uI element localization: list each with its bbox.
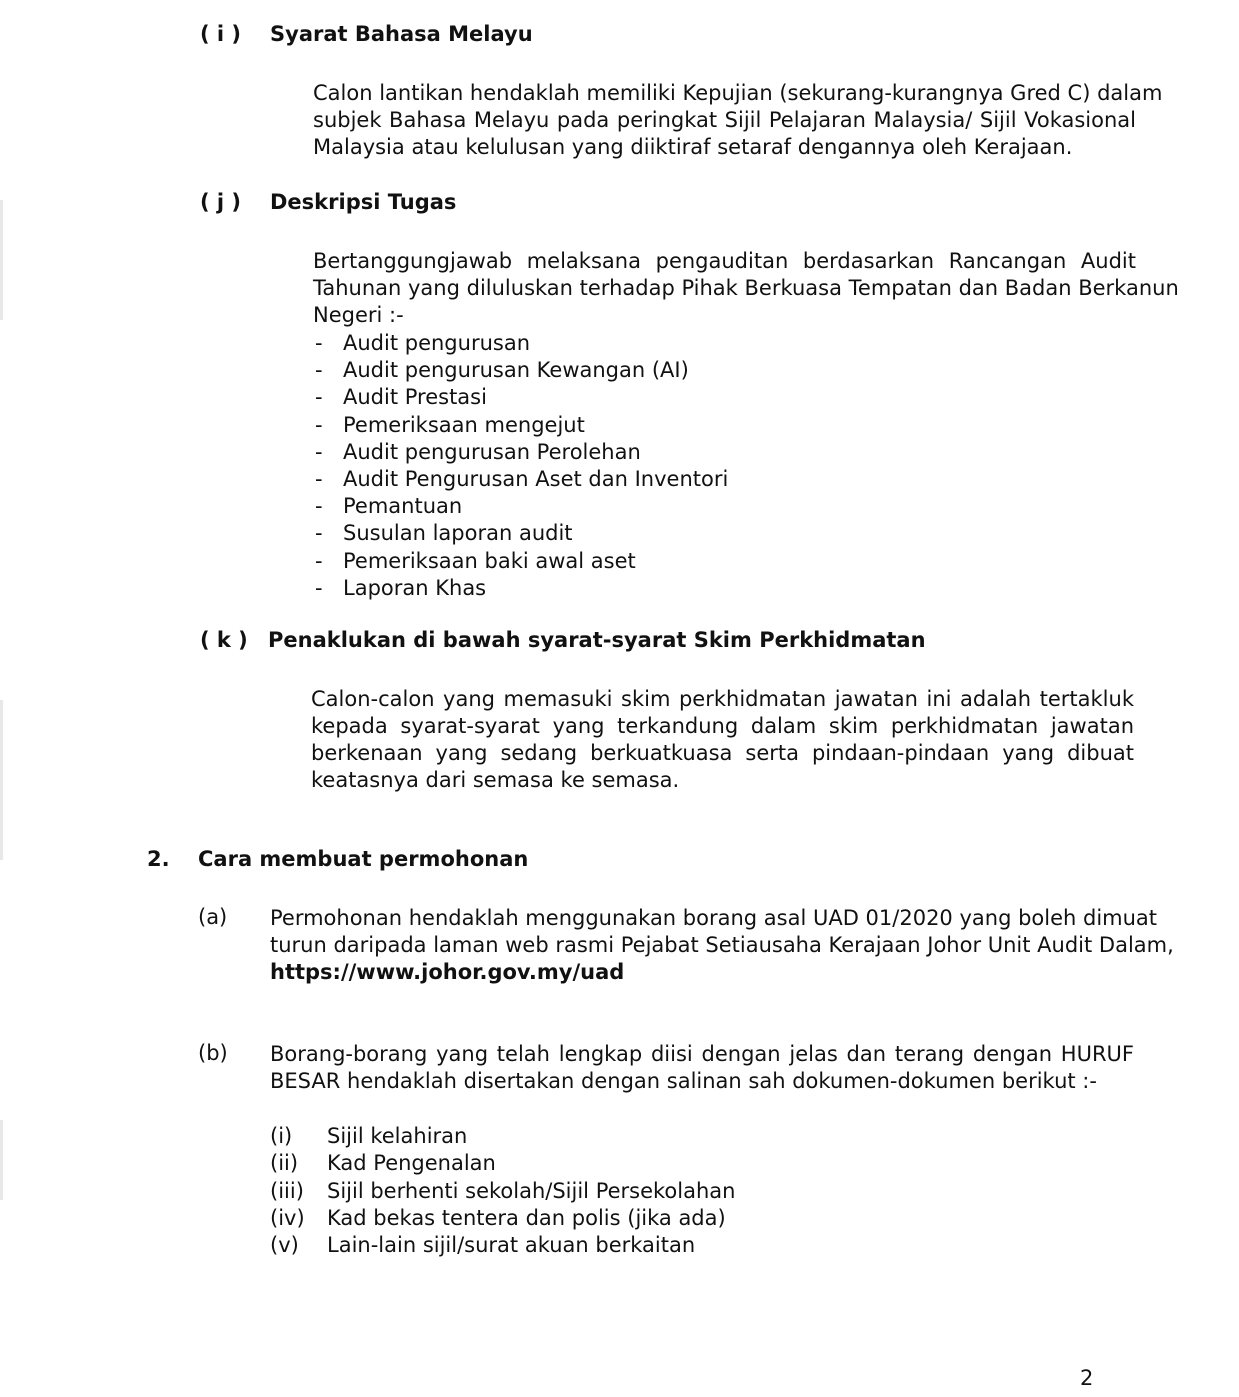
list-item: - Pemantuan xyxy=(313,493,728,520)
item-b-label: (b) xyxy=(198,1041,228,1065)
list-item: (iv) Kad bekas tentera dan polis (jika ada) xyxy=(270,1205,735,1232)
dash-marker: - xyxy=(315,467,323,492)
list-item: - Pemeriksaan mengejut xyxy=(313,412,728,439)
paragraph-line: kepada syarat-syarat yang terkandung dalam skim perkhidmatan jawatan xyxy=(311,714,1134,738)
paragraph-line: Tahunan yang diluluskan terhadap Pihak Berkuasa Tempatan dan Badan Berkanun xyxy=(313,276,1179,300)
list-item: - Audit pengurusan Kewangan (AI) xyxy=(313,357,728,384)
dash-marker: - xyxy=(315,494,323,519)
dash-marker: - xyxy=(315,548,323,573)
section-2-number: 2. xyxy=(147,847,170,871)
list-number: (iii) xyxy=(270,1178,304,1203)
list-item: - Susulan laporan audit xyxy=(313,520,728,547)
dash-marker: - xyxy=(315,358,323,383)
paragraph-line: Permohonan hendaklah menggunakan borang asal UAD 01/2020 yang boleh dimuat xyxy=(270,906,1158,930)
dash-marker: - xyxy=(315,331,323,355)
item-a-paragraph xyxy=(270,905,1174,986)
dash-marker: - xyxy=(315,412,323,437)
paragraph-line: Calon-calon yang memasuki skim perkhidmatan jawatan ini adalah tertakluk xyxy=(311,687,1134,711)
section-k-title: Penaklukan di bawah syarat-syarat Skim Perkhidmatan xyxy=(268,628,926,652)
section-i-paragraph xyxy=(313,80,1163,161)
list-number: (v) xyxy=(270,1233,299,1258)
section-i-title: Syarat Bahasa Melayu xyxy=(270,22,533,46)
website-url: https://www.johor.gov.my/uad xyxy=(270,960,625,984)
scan-artifact xyxy=(0,200,3,320)
section-k-paragraph xyxy=(311,686,1134,794)
list-item: (iii) Sijil berhenti sekolah/Sijil Persekolahan xyxy=(270,1178,735,1205)
paragraph-line: Malaysia atau kelulusan yang diiktiraf setaraf dengannya oleh Kerajaan. xyxy=(313,135,1073,159)
list-item: - Audit pengurusan xyxy=(313,330,728,357)
list-item: (i) Sijil kelahiran xyxy=(270,1123,735,1150)
item-a-label: (a) xyxy=(198,905,228,929)
list-item: - Laporan Khas xyxy=(313,575,728,602)
section-j-label: ( j ) xyxy=(200,190,242,214)
dash-marker: - xyxy=(315,575,323,600)
section-j-title: Deskripsi Tugas xyxy=(270,190,457,214)
page-number: 2 xyxy=(1080,1366,1094,1390)
item-b-paragraph xyxy=(270,1041,1134,1095)
list-number: (ii) xyxy=(270,1151,299,1176)
paragraph-line: BESAR hendaklah disertakan dengan salinan sah dokumen-dokumen berikut :- xyxy=(270,1069,1097,1093)
paragraph-line: keatasnya dari semasa ke semasa. xyxy=(311,768,680,792)
paragraph-line: berkenaan yang sedang berkuatkuasa serta pindaan-pindaan yang dibuat xyxy=(311,741,1134,765)
paragraph-line: Borang-borang yang telah lengkap diisi dengan jelas dan terang dengan HURUF xyxy=(270,1042,1134,1066)
section-j-paragraph xyxy=(313,248,1179,329)
duties-list xyxy=(313,330,728,602)
section-2-title: Cara membuat permohonan xyxy=(198,847,529,871)
paragraph-line: turun daripada laman web rasmi Pejabat Setiausaha Kerajaan Johor Unit Audit Dalam, xyxy=(270,933,1174,957)
list-item: (v) Lain-lain sijil/surat akuan berkaitan xyxy=(270,1232,735,1259)
dash-marker: - xyxy=(315,385,323,410)
list-item: (ii) Kad Pengenalan xyxy=(270,1150,735,1177)
paragraph-line: subjek Bahasa Melayu pada peringkat Sijil Pelajaran Malaysia/ Sijil Vokasional xyxy=(313,108,1136,132)
list-item: - Audit Pengurusan Aset dan Inventori xyxy=(313,466,728,493)
list-number: (i) xyxy=(270,1124,293,1148)
scan-artifact xyxy=(0,1120,3,1200)
list-number: (iv) xyxy=(270,1205,305,1230)
list-item: - Audit pengurusan Perolehan xyxy=(313,439,728,466)
scan-artifact xyxy=(0,700,3,860)
paragraph-line: Negeri :- xyxy=(313,303,404,327)
list-item: - Audit Prestasi xyxy=(313,384,728,411)
dash-marker: - xyxy=(315,521,323,546)
documents-list xyxy=(270,1123,735,1259)
section-k-label: ( k ) xyxy=(200,628,248,652)
paragraph-line: Calon lantikan hendaklah memiliki Kepujian (sekurang-kurangnya Gred C) dalam xyxy=(313,81,1163,105)
section-i-label: ( i ) xyxy=(200,22,242,46)
dash-marker: - xyxy=(315,439,323,464)
list-item: - Pemeriksaan baki awal aset xyxy=(313,548,728,575)
paragraph-line: Bertanggungjawab melaksana pengauditan berdasarkan Rancangan Audit xyxy=(313,249,1136,273)
